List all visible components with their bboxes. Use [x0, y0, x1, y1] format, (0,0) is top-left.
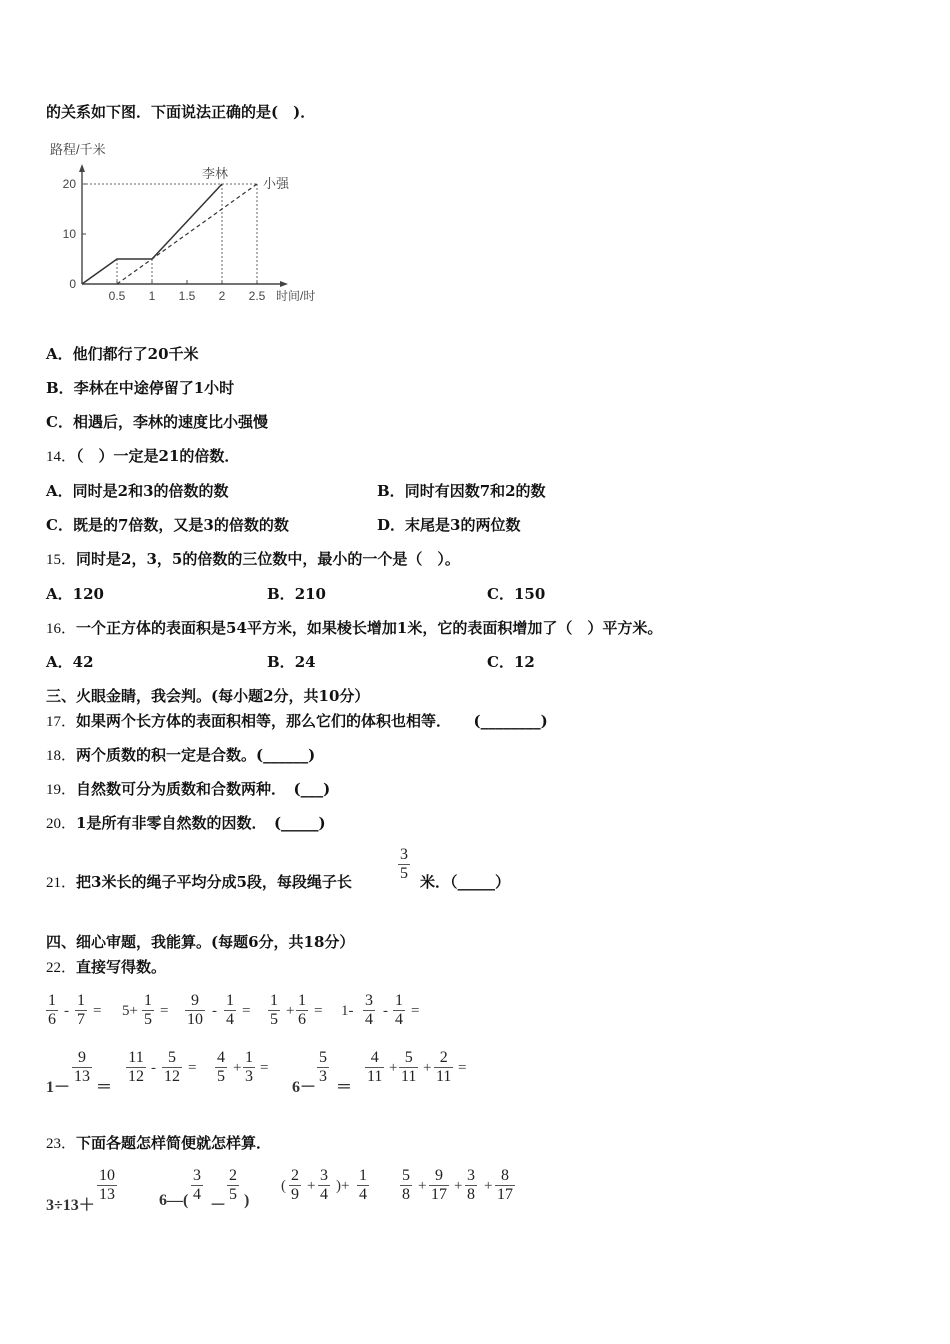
x-tick-label: 2	[218, 289, 226, 303]
q15-option-b[interactable]: B．210	[267, 585, 326, 603]
distance-time-graph	[46, 134, 346, 312]
q13-option-b[interactable]: B．李林在中途停留了1小时	[46, 379, 235, 397]
q15-option-a[interactable]: A．120	[46, 585, 104, 603]
q21: 21．把3米长的绳子平均分成5段，每段绳子长	[46, 873, 352, 891]
series-line-xiaoqiang	[117, 184, 257, 284]
q16-option-a[interactable]: A．42	[46, 653, 94, 671]
q23-stem: 23．下面各题怎样简便就怎样算．	[46, 1134, 272, 1152]
y-tick-label: 20	[62, 177, 76, 191]
q16-option-b[interactable]: B．24	[267, 653, 316, 671]
q13-option-c[interactable]: C．相遇后，李林的速度比小强慢	[46, 413, 268, 431]
q14-option-b[interactable]: B．同时有因数7和2的数	[377, 482, 546, 500]
q22-stem: 22．直接写得数。	[46, 958, 167, 976]
section-3-title: 三、火眼金睛，我会判。(每小题2分，共10分）	[46, 687, 370, 705]
q21-fraction: $\frac{3}{5}$	[400, 846, 408, 882]
series-label-lilin: 李林	[202, 166, 229, 181]
q16-option-c[interactable]: C．12	[487, 653, 535, 671]
q14-stem: 14．（ ）一定是21的倍数．	[46, 447, 240, 465]
x-tick-label: 0.5	[108, 289, 126, 303]
q14-option-a[interactable]: A．同时是2和3的倍数的数	[46, 482, 229, 500]
x-axis-arrow	[280, 281, 288, 287]
x-tick-label: 1	[148, 289, 156, 303]
series-label-xiaoqiang: 小强	[263, 176, 290, 191]
y-axis-label: 路程/千米	[50, 142, 106, 157]
q16-stem: 16．一个正方体的表面积是54平方米，如果棱长增加1米，它的表面积增加了（ ）平方米。	[46, 619, 663, 637]
section-4-title: 四、细心审题，我能算。(每题6分，共18分）	[46, 933, 355, 951]
x-tick-label: 2.5	[248, 289, 266, 303]
y-axis-arrow	[79, 164, 85, 172]
q15-stem: 15．同时是2，3，5的倍数的三位数中，最小的一个是（ ）。	[46, 550, 460, 568]
q19: 19．自然数可分为质数和合数两种． (___)	[46, 780, 331, 798]
q13-intro: 的关系如下图．下面说法正确的是( )．	[46, 103, 316, 121]
y-tick-label: 10	[62, 227, 76, 241]
q15-option-c[interactable]: C．150	[487, 585, 546, 603]
x-tick-label: 1.5	[178, 289, 196, 303]
q18: 18．两个质数的积一定是合数。(______)	[46, 746, 316, 764]
q21-tail: 米．（_____）	[420, 873, 511, 891]
q17: 17．如果两个长方体的表面积相等，那么它们的体积也相等． (________)	[46, 712, 548, 730]
x-axis-label: 时间/时	[276, 289, 316, 303]
q14-option-c[interactable]: C．既是的7倍数，又是3的倍数的数	[46, 516, 289, 534]
q14-option-d[interactable]: D．末尾是3的两位数	[377, 516, 521, 534]
q20: 20．1是所有非零自然数的因数． (_____)	[46, 814, 326, 832]
q13-option-a[interactable]: A．他们都行了20千米	[46, 345, 199, 363]
y-tick-label: 0	[69, 277, 76, 291]
